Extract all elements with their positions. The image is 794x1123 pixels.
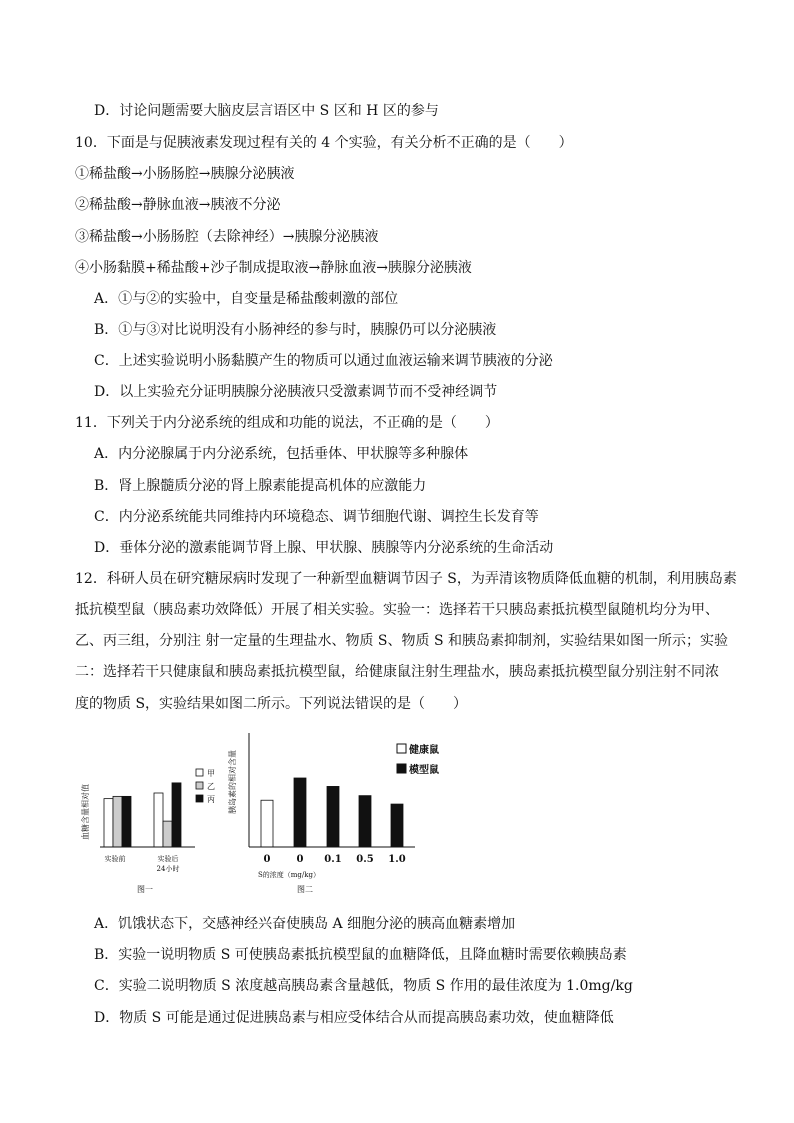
figure-1-bar [154, 793, 163, 847]
figure-1-legend-swatch [196, 795, 203, 802]
figure-2-xtick: 0.1 [324, 854, 342, 865]
figure-1-legend-label: 甲 [207, 769, 215, 778]
q10-experiment: ③稀盐酸→小肠肠腔（去除神经）→胰腺分泌胰液 [75, 229, 379, 245]
figure-1-bar [163, 821, 172, 847]
q12-stem-line: 二：选择若干只健康鼠和胰岛素抵抗模型鼠，给健康鼠注射生理盐水，胰岛素抵抗模型鼠分别注射不同浓 [75, 664, 719, 680]
q10-experiment: ②稀盐酸→静脉血液→胰液不分泌 [75, 197, 281, 213]
q11-option-d: D．垂体分泌的激素能调节肾上腺、甲状腺、胰腺等内分泌系统的生命活动 [94, 540, 554, 556]
figure-1-ylabel: 血糖含量相对值 [81, 784, 90, 840]
q12-option-c: C．实验二说明物质 S 浓度越高胰岛素含量越低，物质 S 作用的最佳浓度为 1.0mg/kg [94, 978, 633, 994]
figure-2-legend-swatch [397, 744, 406, 753]
q12-stem-line: 乙、丙三组，分别注 射一定量的生理盐水、物质 S、物质 S 和胰岛素抑制剂，实验结果如图一所示；实验 [75, 633, 728, 649]
q11-option-c: C．内分泌系统能共同维持内环境稳态、调节细胞代谢、调控生长发育等 [94, 509, 539, 525]
q9-option-d: D．讨论问题需要大脑皮层言语区中 S 区和 H 区的参与 [94, 103, 439, 119]
figure-2-bar [327, 786, 339, 847]
q10-experiment: ①稀盐酸→小肠肠腔→胰腺分泌胰液 [75, 166, 295, 182]
q12-option-b: B．实验一说明物质 S 可使胰岛素抵抗模型鼠的血糖降低，且降血糖时需要依赖胰岛素 [94, 947, 627, 963]
figure-1-legend-swatch [196, 782, 203, 789]
q12-option-a: A．饥饿状态下，交感神经兴奋使胰岛 A 细胞分泌的胰高血糖素增加 [94, 916, 516, 932]
figure-2-bar [391, 804, 403, 847]
q10-option-a: A．①与②的实验中，自变量是稀盐酸刺激的部位 [94, 291, 399, 307]
q12-stem-line: 度的物质 S，实验结果如图二所示。下列说法错误的是（ ） [75, 696, 468, 712]
figure-2-xtick: 0 [263, 854, 271, 865]
figure-1-xtick: 实验后 [157, 855, 179, 863]
figure-2-xtick: 0.5 [356, 854, 374, 865]
figure-2-legend-label: 健康鼠 [409, 745, 439, 756]
q10-stem: 10．下面是与促胰液素发现过程有关的 4 个实验，有关分析不正确的是（ ） [75, 135, 573, 151]
q12-stem-line: 12．科研人员在研究糖尿病时发现了一种新型血糖调节因子 S，为弄清该物质降低血糖的机制，利用胰岛素 [75, 571, 737, 587]
figure-2-bar [359, 796, 371, 847]
figure-2-legend-label: 模型鼠 [409, 765, 439, 776]
figure-2-legend-swatch [397, 764, 406, 773]
q10-option-c: C．上述实验说明小肠黏膜产生的物质可以通过血液运输来调节胰液的分泌 [94, 353, 553, 369]
figure-2-xtick: 1.0 [388, 854, 406, 865]
figure-1-bar [122, 796, 131, 847]
figure-1-chart [70, 730, 220, 895]
figure-1-caption: 图一 [137, 885, 153, 894]
figure-2-caption: 图二 [297, 885, 313, 894]
figure-2-ylabel: 胰岛素的相对含量 [228, 750, 237, 814]
q12-option-d: D．物质 S 可能是通过促进胰岛素与相应受体结合从而提高胰岛素功效，使血糖降低 [94, 1010, 614, 1026]
figure-2-bar [294, 778, 306, 847]
figure-2-xtick: 0 [296, 854, 304, 865]
figure-1-bar [172, 783, 181, 847]
figure-1-bar [113, 796, 122, 847]
figure-1-legend-label: 丙 [207, 795, 215, 804]
figure-1-legend-swatch [196, 769, 203, 776]
q10-option-d: D．以上实验充分证明胰腺分泌胰液只受激素调节而不受神经调节 [94, 384, 498, 400]
q10-experiment: ④小肠黏膜+稀盐酸+沙子制成提取液→静脉血液→胰腺分泌胰液 [75, 260, 472, 276]
figure-2-xlabel: S的浓度（mg/kg） [258, 871, 320, 879]
q12-stem-line: 抵抗模型鼠（胰岛素功效降低）开展了相关实验。实验一：选择若干只胰岛素抵抗模型鼠随机均分为甲、 [75, 602, 719, 618]
q11-option-b: B．肾上腺髓质分泌的肾上腺素能提高机体的应激能力 [94, 478, 427, 494]
figure-2-bar [261, 800, 273, 847]
q10-option-b: B．①与③对比说明没有小肠神经的参与时，胰腺仍可以分泌胰液 [94, 322, 497, 338]
figure-2-chart [225, 730, 465, 895]
q11-stem: 11．下列关于内分泌系统的组成和功能的说法，不正确的是（ ） [75, 415, 499, 431]
figure-1-bar [104, 799, 113, 847]
figure-1-xtick: 24小时 [156, 865, 180, 873]
figure-1-xtick: 实验前 [104, 855, 126, 863]
figure-1-legend-label: 乙 [207, 782, 215, 791]
q11-option-a: A．内分泌腺属于内分泌系统，包括垂体、甲状腺等多种腺体 [94, 446, 469, 462]
